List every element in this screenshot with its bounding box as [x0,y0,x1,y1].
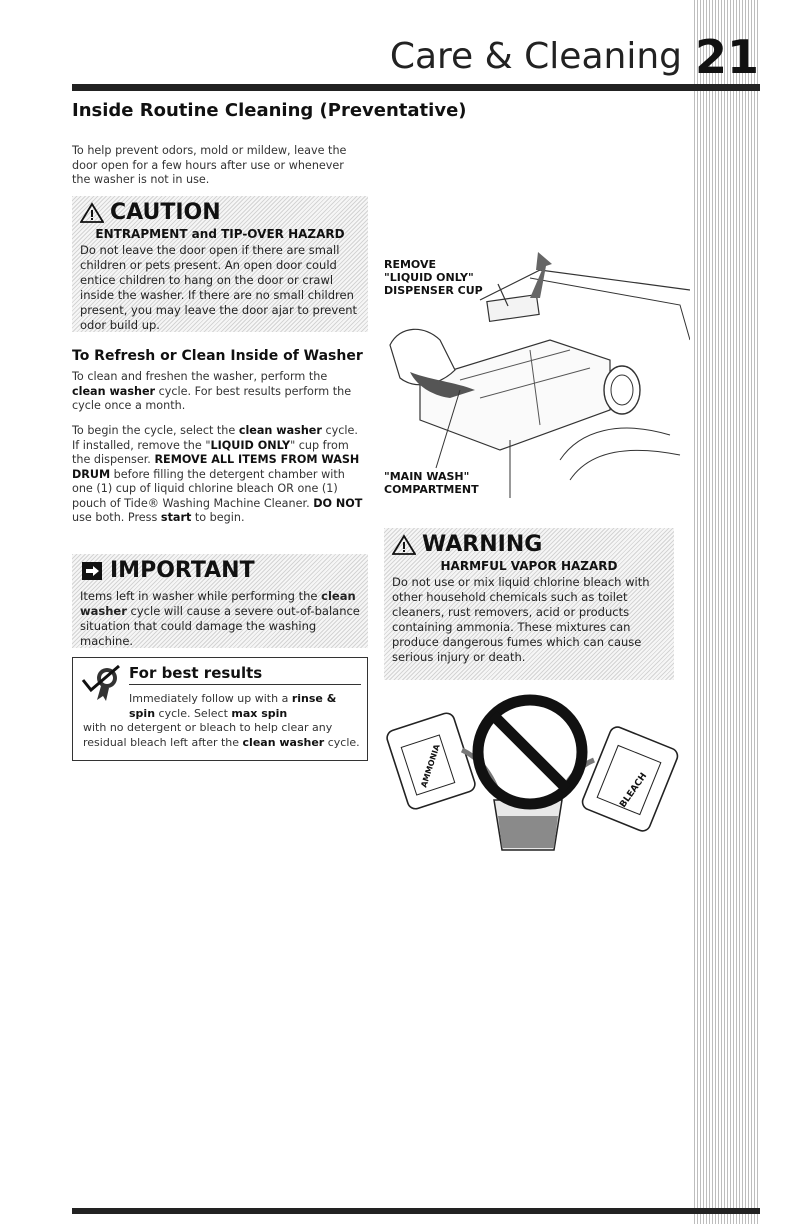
warning-box [384,528,674,680]
important-arrow-icon [80,560,104,582]
best-results-rule [129,684,361,685]
header-rule [72,84,760,91]
diagram-label-main-wash: "MAIN WASH" COMPARTMENT [384,470,479,496]
section-title: Inside Routine Cleaning (Preventative) [72,100,467,121]
caution-heading-row [80,200,360,225]
caution-box [72,196,368,332]
intro-paragraph: To help prevent odors, mold or mildew, leave the door open for a few hours after use or whenever the washer is not in use. [72,144,347,186]
refresh-title: To Refresh or Clean Inside of Washer [72,348,363,364]
page-title: Care & Cleaning [389,36,682,77]
important-heading: IMPORTANT [110,558,255,583]
dispenser-diagram [380,250,690,510]
caution-subheading: ENTRAPMENT and TIP-OVER HAZARD [95,227,345,241]
important-heading-row [80,558,360,583]
ammonia-label: AMMONIA [419,743,442,789]
bleach-label: BLEACH [618,771,650,810]
best-results-box [72,657,368,761]
warning-triangle-icon [80,202,104,224]
warning-subheading: HARMFUL VAPOR HAZARD [440,559,618,573]
page-edge-tab [694,0,760,1224]
important-box [72,554,368,648]
warning-body: Do not use or mix liquid chlorine bleach with other household chemicals such as toilet cleaners, rust removers, acid or products containing ammonia. These mixtures can produce dangerous fumes which can cause serious injury or death. [392,575,650,664]
footer-rule [72,1208,760,1214]
caution-heading: CAUTION [110,200,221,225]
checkmark-ribbon-icon [79,664,125,704]
best-results-body-2: with no detergent or bleach to help clear any residual bleach left after the clean washer cycle. [83,721,360,749]
warning-heading: WARNING [422,532,543,557]
caution-body: Do not leave the door open if there are small children or pets present. An open door could entice children to hang on the door or crawl inside the washer. If there are no small children present, you may leave the door ajar to prevent odor build up. [80,243,358,332]
warning-heading-row [392,532,666,557]
ammonia-bottle [385,711,477,811]
best-results-body-1: Immediately follow up with a rinse & spin cycle. Select max spin [129,692,337,720]
refresh-paragraph-1: To clean and freshen the washer, perform the clean washer cycle. For best results perform the cycle once a month. [72,370,352,412]
best-results-title: For best results [129,664,263,682]
warning-triangle-icon [392,534,416,556]
no-mixing-illustration [384,690,684,860]
page-number: 21 [694,30,759,84]
diagram-label-remove: REMOVE "LIQUID ONLY" DISPENSER CUP [384,258,483,297]
bleach-bottle [580,725,680,834]
refresh-paragraph-2: To begin the cycle, select the clean washer cycle. If installed, remove the "LIQUID ONLY" cup from the dispenser. REMOVE ALL ITEMS FROM WASH DRUM before filling the detergent chamber with one (1) cup of liquid chlorine bleach OR one (1) pouch of Tide® Washing Machine Cleaner. DO NOT use both. Press start to begin. [72,424,363,524]
important-body: Items left in washer while performing the clean washer cycle will cause a severe out-of-balance situation that could damage the washing machine. [80,589,360,648]
